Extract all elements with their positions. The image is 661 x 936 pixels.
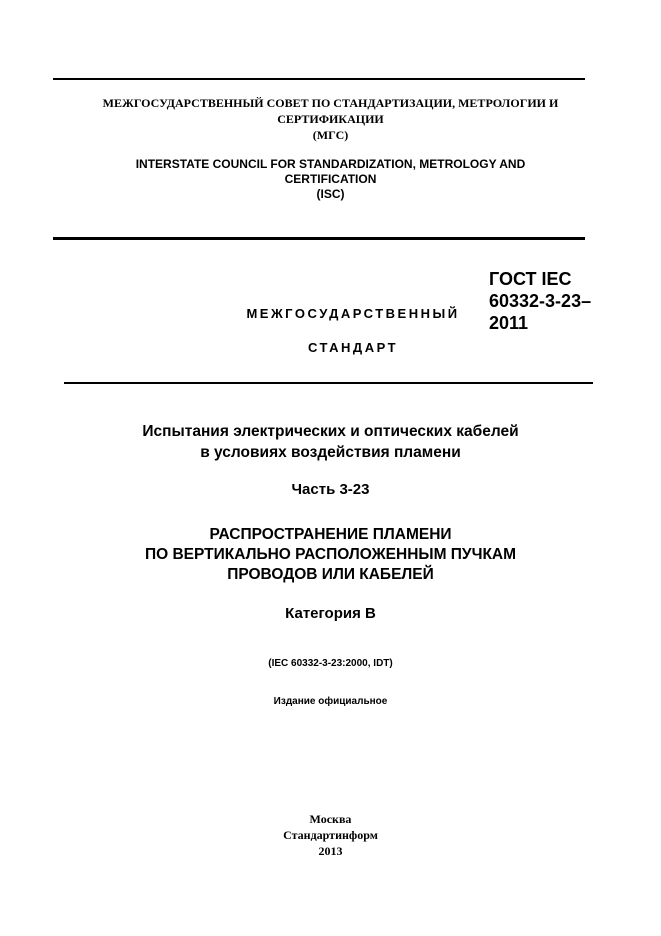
subject-line: в условиях воздействия пламени — [200, 444, 461, 461]
council-name-en — [0, 157, 661, 202]
council-en-abbr: (ISC) — [316, 187, 345, 201]
council-en-line: INTERSTATE COUNCIL FOR STANDARDIZATION, METROLOGY AND — [135, 157, 526, 171]
main-title-line: ПРОВОДОВ ИЛИ КАБЕЛЕЙ — [227, 566, 434, 583]
council-ru-line: МЕЖГОСУДАРСТВЕННЫЙ СОВЕТ ПО СТАНДАРТИЗАЦИИ, МЕТРОЛОГИИ И — [102, 96, 559, 110]
edition-label: Издание официальное — [273, 696, 388, 707]
subject-title — [0, 421, 661, 463]
top-rule — [53, 78, 585, 80]
standard-type-line2: СТАНДАРТ — [307, 340, 399, 355]
council-en-line: CERTIFICATION — [284, 172, 377, 186]
main-title-line: РАСПРОСТРАНЕНИЕ ПЛАМЕНИ — [209, 526, 452, 543]
title-rule — [64, 382, 593, 384]
subject-line: Испытания электрических и оптических кабелей — [142, 423, 519, 440]
imprint-city: Москва — [309, 812, 352, 826]
standard-type-line1: МЕЖГОСУДАРСТВЕННЫЙ — [246, 306, 460, 321]
standard-code-line: ГОСТ IEC — [489, 269, 572, 289]
category: Категория В — [285, 605, 376, 622]
council-ru-abbr: (МГС) — [312, 128, 349, 142]
standard-code — [489, 268, 591, 334]
council-name-ru — [0, 95, 661, 143]
main-title-line: ПО ВЕРТИКАЛЬНО РАСПОЛОЖЕННЫМ ПУЧКАМ — [144, 546, 517, 563]
part-number: Часть 3-23 — [291, 481, 370, 498]
imprint — [0, 811, 661, 859]
iec-reference: (IEC 60332-3-23:2000, IDT) — [268, 658, 393, 669]
standard-code-line: 2011 — [489, 313, 529, 333]
standard-type — [228, 305, 478, 357]
imprint-year: 2013 — [318, 844, 343, 858]
header-rule — [53, 237, 585, 240]
main-title — [0, 525, 661, 585]
imprint-publisher: Стандартинформ — [283, 828, 378, 842]
council-ru-line: СЕРТИФИКАЦИИ — [277, 112, 384, 126]
standard-code-line: 60332-3-23– — [489, 291, 592, 311]
